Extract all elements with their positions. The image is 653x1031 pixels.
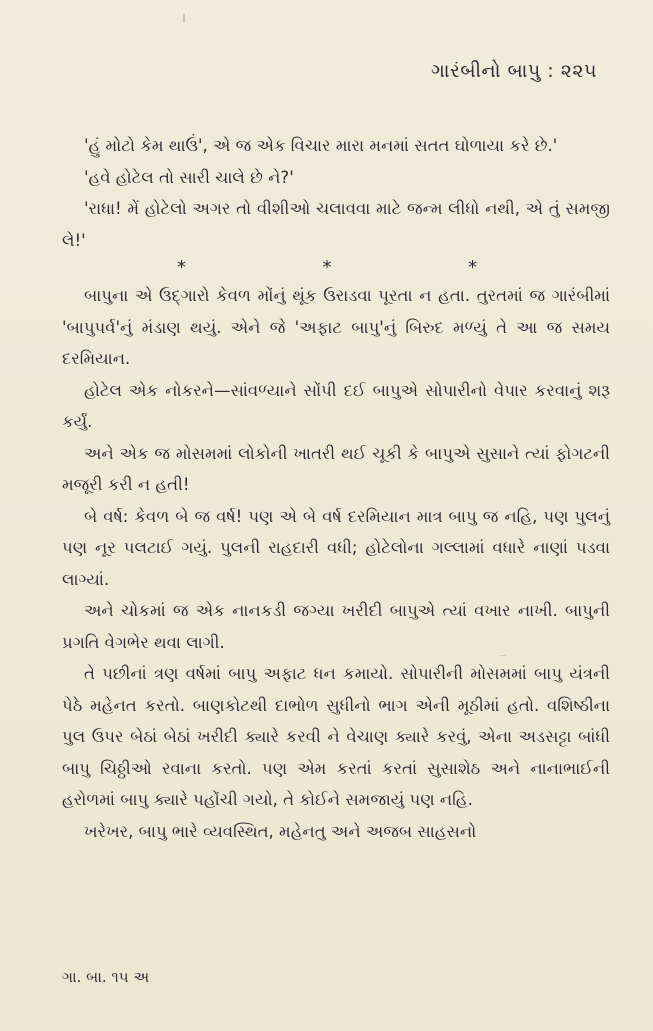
- paragraph: 'હવે હોટેલ તો સારી ચાલે છે ને?': [84, 167, 294, 187]
- separator-star: *: [177, 257, 186, 278]
- separator-star: *: [322, 257, 332, 278]
- paper-speck: [500, 655, 506, 656]
- paragraph: બે વર્ષ: કેવળ બે જ વર્ષ! પણ એ બે વર્ષ દરમિયાન માત્ર બાપુ જ નહિ, પણ પુલનું પણ નૂર પલટાઈ ગયું. પુલની રાહદારી વધી; હોટેલોના ગલ્લામાં વધારે નાણાં પડવા લાગ્યાં.: [62, 506, 610, 589]
- paper-speck: [183, 14, 185, 23]
- paragraph: અને એક જ મોસમમાં લોકોની ખાતરી થઈ ચૂકી કે બાપુએ સુસાને ત્યાં ફોગટની મજૂરી કરી ન હતી!: [62, 443, 610, 494]
- running-header: ગારંબીનો બાપુ : ૨૨૫: [431, 60, 597, 82]
- separator-star: *: [468, 257, 477, 278]
- paragraph: 'હું મોટો કેમ થાઉં', એ જ એક વિચાર મારા મનમાં સતત ઘોળાયા કરે છે.': [84, 136, 558, 155]
- paragraph: તે પછીનાં ત્રણ વર્ષમાં બાપુ અફાટ ધન કમાયો. સોપારીની મોસમમાં બાપુ યંત્રની પેઠે મહેનત કરતો. બાણકોટથી દાભોળ સુધીનો ભાગ એની મૂઠીમાં હતો. વશિષ્ઠીના પુલ ઉપર બેઠાં બેઠાં ખરીદી ક્યારે કરવી ને વેચાણ ક્યારે કરવું, એના અડસટ્ટા બાંધી બાપુ ચિઠ્ઠીઓ રવાના કરતો. પણ એમ કરતાં કરતાં સુસાશેઠ અને નાનાભાઈની હરોળમાં બાપુ ક્યારે પહોંચી ગયો, તે કોઈને સમજાયું પણ નહિ.: [62, 664, 610, 809]
- paragraph: ખરેખર, બાપુ ભારે વ્યવસ્થિત, મહેનતુ અને અજબ સાહસનો: [84, 821, 477, 841]
- paragraph: 'રાધા! મેં હોટેલો અગર તો વીશીઓ ચલાવવા માટે જન્મ લીધો નથી, એ તું સમજી લે!': [62, 199, 610, 250]
- page-body: [62, 130, 610, 847]
- signature-mark: ગા. બા. ૧૫ અ: [62, 968, 150, 986]
- paragraph: બાપુના એ ઉદ્ગારો કેવળ મોંનું થૂંક ઉરાડવા પૂરતા ન હતા. તુરતમાં જ ગારંબીમાં 'બાપુપર્વ'નું મંડાણ થયું. એને જે 'અફાટ બાપુ'નું બિરુદ મળ્યું તે આ જ સમય દરમિયાન.: [62, 286, 610, 368]
- paragraph: હોટેલ એક નોકરને—સાંવળ્યાને સોંપી દઈ બાપુએ સોપારીનો વેપાર કરવાનું શરૂ કર્યું.: [62, 380, 610, 431]
- paragraph: અને ચોકમાં જ એક નાનકડી જગ્યા ખરીદી બાપુએ ત્યાં વખાર નાખી. બાપુની પ્રગતિ વેગભેર થવા લાગી.: [62, 601, 610, 652]
- section-separator: [177, 256, 477, 280]
